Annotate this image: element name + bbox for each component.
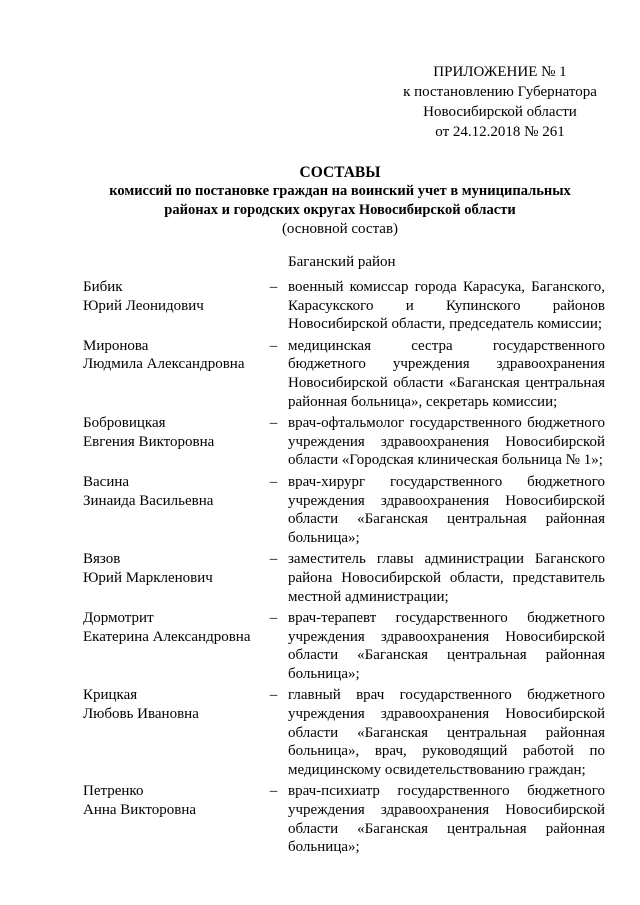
member-given-names: Людмила Александровна: [83, 356, 245, 373]
member-entry: [83, 414, 605, 470]
member-name: [83, 473, 259, 547]
appendix-decree-reference: к постановлению Губернатора: [403, 84, 597, 100]
member-dash: –: [269, 783, 278, 800]
member-name: [83, 414, 259, 470]
appendix-date-number: от 24.12.2018 № 261: [435, 124, 565, 140]
member-surname: Миронова: [83, 337, 149, 354]
member-name: [83, 337, 259, 411]
member-surname: Бобровицкая: [83, 415, 166, 432]
member-role: врач-терапевт государственного бюджетного учреждения здравоохранения Новосибирской области «Баганская центральная районная больница»;: [288, 610, 605, 682]
district-heading: Баганский район: [288, 254, 396, 270]
member-name: [83, 278, 259, 334]
member-role: главный врач государственного бюджетного учреждения здравоохранения Новосибирской области «Баганская центральная районная больница», врач, руководящий работой по медицинскому освидетельствованию граждан;: [288, 687, 605, 778]
member-dash: –: [269, 337, 278, 354]
document-composition-note: (основной состав): [281, 221, 399, 237]
member-list: [83, 278, 605, 860]
member-surname: Вязов: [83, 551, 121, 568]
member-dash: –: [269, 415, 278, 432]
member-given-names: Зинаида Васильевна: [83, 492, 214, 509]
member-given-names: Юрий Маркленович: [83, 569, 213, 586]
member-entry: [83, 782, 605, 856]
document-title: СОСТАВЫ: [299, 164, 381, 181]
member-role: медицинская сестра государственного бюджетного учреждения здравоохранения Новосибирской области «Баганская центральная районная больница», секретарь комиссии;: [288, 337, 605, 410]
member-given-names: Екатерина Александровна: [83, 628, 251, 645]
member-role: врач-офтальмолог государственного бюджетного учреждения здравоохранения Новосибирской области «Городская клиническая больница № 1»;: [288, 415, 605, 469]
member-surname: Васина: [83, 473, 130, 490]
member-role: заместитель главы администрации Баганского района Новосибирской области, представитель местной администрации;: [288, 551, 605, 605]
member-given-names: Анна Викторовна: [83, 802, 197, 819]
member-name: [83, 609, 259, 683]
member-surname: Бибик: [83, 279, 123, 295]
document-subtitle-line-1: комиссий по постановке граждан на воинский учет в муниципальных: [109, 183, 571, 199]
member-name: [83, 550, 259, 606]
document-subtitle-line-2: районах и городских округах Новосибирской области: [164, 202, 516, 218]
member-role: военный комиссар города Карасука, Баганского, Карасукского и Купинского районов Новосибирской области, председатель комиссии;: [288, 279, 605, 333]
member-entry: [83, 550, 605, 606]
member-name: [83, 686, 259, 779]
member-dash: –: [269, 279, 278, 295]
member-dash: –: [269, 687, 278, 704]
member-entry: [83, 473, 605, 547]
member-role: врач-хирург государственного бюджетного учреждения здравоохранения Новосибирской области «Баганская центральная районная больница»;: [288, 473, 605, 546]
member-entry: [83, 278, 605, 334]
document-heading: [80, 163, 600, 239]
member-surname: Крицкая: [83, 687, 138, 704]
appendix-region: Новосибирской области: [423, 104, 577, 120]
member-surname: Дормотрит: [83, 610, 154, 627]
member-dash: –: [269, 473, 278, 490]
member-entry: [83, 337, 605, 411]
appendix-number: ПРИЛОЖЕНИЕ № 1: [433, 64, 567, 80]
member-given-names: Юрий Леонидович: [83, 297, 204, 314]
member-dash: –: [269, 551, 278, 568]
member-given-names: Евгения Викторовна: [83, 433, 215, 450]
member-dash: –: [269, 610, 278, 627]
member-surname: Петренко: [83, 783, 144, 800]
member-name: [83, 782, 259, 856]
member-entry: [83, 686, 605, 779]
appendix-block: [380, 62, 620, 142]
member-given-names: Любовь Ивановна: [83, 706, 199, 723]
member-entry: [83, 609, 605, 683]
member-role: врач-психиатр государственного бюджетного учреждения здравоохранения Новосибирской области «Баганская центральная районная больница»;: [288, 783, 605, 856]
